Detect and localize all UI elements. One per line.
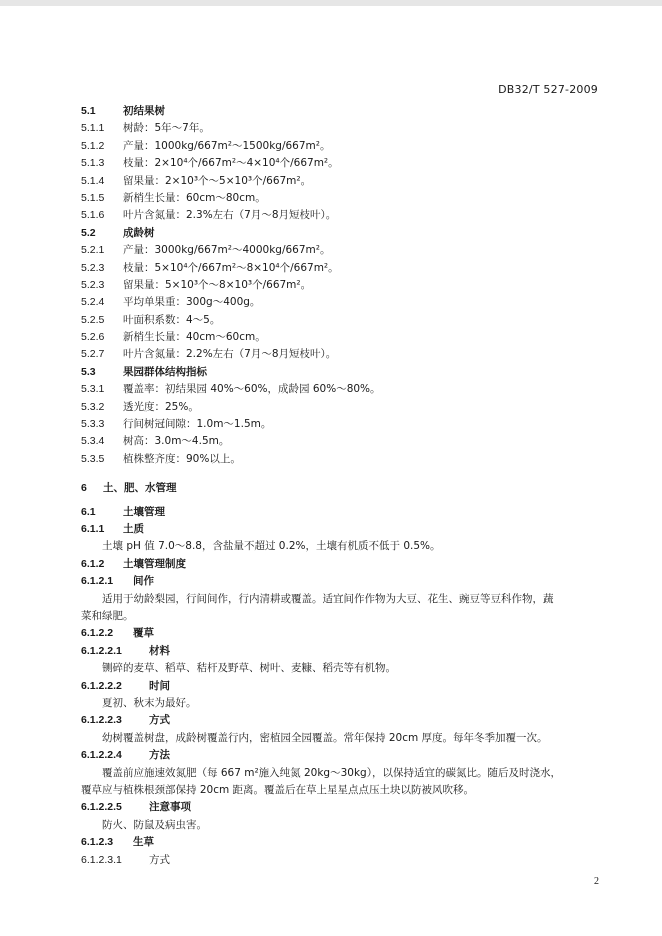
heading-5-3 [81, 364, 601, 381]
item-5-3-4 [81, 433, 601, 450]
heading-number: 6 [81, 482, 87, 495]
heading-text: 土质 [123, 522, 144, 535]
paragraph-6-1-2-2-3: 幼树覆盖树盘，成龄树覆盖行内，密植园全园覆盖。常年保持 20cm 厚度。每年冬季加覆一次。 [102, 731, 548, 744]
heading-number: 6.1.2.3 [81, 836, 114, 849]
heading-text: 生草 [133, 836, 154, 849]
item-5-1-6 [81, 207, 601, 224]
heading-6-1-2-3-1 [81, 852, 601, 869]
heading-text: 方法 [149, 749, 170, 762]
item-number: 5.1.3 [81, 157, 105, 170]
item-5-1-5 [81, 190, 601, 207]
item-number: 5.2.6 [81, 331, 105, 344]
item-text: 平均单果重：300g～400g。 [123, 296, 261, 309]
heading-6-1-2-1 [81, 573, 601, 590]
item-5-1-4 [81, 173, 601, 190]
item-number: 5.2.1 [81, 244, 105, 257]
page-number: 2 [594, 876, 599, 887]
item-number: 5.3.1 [81, 383, 105, 396]
heading-number: 5.3 [81, 365, 96, 378]
item-5-2-6 [81, 329, 601, 346]
document-body [81, 103, 601, 869]
paragraph-6-1-2-2-1: 铡碎的麦草、稻草、秸杆及野草、树叶、麦糠、稻壳等有机物。 [102, 662, 396, 675]
item-number: 5.2.3 [81, 278, 105, 291]
heading-6-1-2-2-4 [81, 747, 601, 764]
heading-5-1 [81, 103, 601, 120]
item-5-3-3 [81, 416, 601, 433]
item-number: 5.3.4 [81, 435, 105, 448]
item-text: 行间树冠间隙：1.0m～1.5m。 [123, 418, 272, 431]
heading-6-1-2-2 [81, 625, 601, 642]
heading-text: 时间 [149, 679, 170, 692]
item-5-2-5 [81, 312, 601, 329]
heading-6-1-2-2-5 [81, 799, 601, 816]
item-text: 枝量：5×10⁴个/667m²～8×10⁴个/667m²。 [123, 261, 339, 274]
item-number: 5.1.6 [81, 209, 105, 222]
heading-number: 6.1.2 [81, 557, 105, 570]
item-text: 枝量：2×10⁴个/667m²～4×10⁴个/667m²。 [123, 157, 339, 170]
heading-text: 材料 [149, 644, 170, 657]
item-text: 产量：3000kg/667m²～4000kg/667m²。 [123, 244, 331, 257]
item-number: 5.2.4 [81, 296, 105, 309]
item-number: 5.1.5 [81, 191, 105, 204]
item-5-2-3 [81, 277, 601, 294]
heading-text: 方式 [149, 853, 170, 866]
item-5-3-2 [81, 399, 601, 416]
heading-6-1-2-3 [81, 834, 601, 851]
heading-number: 6.1.2.3.1 [81, 853, 122, 866]
heading-text: 初结果树 [123, 105, 165, 117]
item-number: 5.1.2 [81, 139, 105, 152]
item-5-2-2 [81, 260, 601, 277]
item-5-1-1 [81, 120, 601, 137]
item-text: 树高：3.0m～4.5m。 [123, 435, 230, 448]
heading-6-1-2-2-2 [81, 678, 601, 695]
heading-text: 土、肥、水管理 [103, 482, 177, 495]
scan-top-edge [0, 0, 662, 6]
paragraph-6-1-2-1-line1: 适用于幼龄梨园，行间间作，行内清耕或覆盖。适宜间作作物为大豆、花生、豌豆等豆科作物，蔬 [102, 592, 554, 605]
item-text: 叶片含氮量：2.3%左右（7月～8月短枝叶）。 [123, 209, 337, 222]
heading-number: 6.1.2.2.4 [81, 749, 122, 762]
paragraph-6-1-2-2-4-line2: 覆草应与植株根颈部保持 20cm 距离。覆盖后在草上星星点点压土块以防被风吹移。 [81, 783, 475, 796]
item-text: 留果量：2×10³个～5×10³个/667m²。 [123, 174, 312, 187]
heading-text: 注意事项 [149, 801, 191, 814]
heading-text: 间作 [133, 575, 154, 588]
item-number: 5.3.2 [81, 400, 105, 413]
item-text: 树龄：5年～7年。 [123, 122, 210, 135]
heading-number: 5.1 [81, 105, 96, 117]
heading-text: 成龄树 [123, 226, 155, 239]
item-text: 叶片含氮量：2.2%左右（7月～8月短枝叶）。 [123, 348, 337, 361]
item-number: 5.2.7 [81, 348, 105, 361]
item-number: 5.3.3 [81, 418, 105, 431]
heading-6-1-1 [81, 521, 601, 538]
heading-number: 5.2 [81, 226, 96, 239]
paragraph-6-1-2-2-2: 夏初、秋末为最好。 [102, 696, 197, 709]
heading-6-1-2 [81, 556, 601, 573]
item-text: 覆盖率：初结果园 40%～60%，成龄园 60%～80%。 [123, 383, 381, 396]
heading-number: 6.1.2.2.3 [81, 714, 122, 727]
heading-6-1-2-2-1 [81, 643, 601, 660]
item-text: 新梢生长量：40cm～60cm。 [123, 331, 266, 344]
item-5-1-3 [81, 155, 601, 172]
heading-number: 6.1 [81, 505, 96, 518]
item-number: 5.2.5 [81, 313, 105, 326]
heading-number: 6.1.2.2.2 [81, 679, 122, 692]
heading-6 [81, 480, 601, 497]
item-number: 5.3.5 [81, 452, 105, 465]
paragraph-6-1-2-2-4-line1: 覆盖前应施速效氮肥（每 667 m²施入纯氮 20kg～30kg），以保持适宜的碳氮比。随后及时浇水， [102, 766, 561, 779]
item-number: 5.1.1 [81, 122, 105, 135]
heading-5-2 [81, 225, 601, 242]
document-code: DB32/T 527-2009 [498, 83, 598, 96]
item-5-2-4 [81, 294, 601, 311]
heading-number: 6.1.2.2.1 [81, 644, 122, 657]
item-5-1-2 [81, 138, 601, 155]
heading-text: 土壤管理 [123, 505, 165, 518]
item-text: 新梢生长量：60cm～80cm。 [123, 191, 266, 204]
heading-text: 土壤管理制度 [123, 557, 186, 570]
heading-text: 果园群体结构指标 [123, 365, 207, 378]
item-text: 植株整齐度：90%以上。 [123, 452, 241, 465]
item-text: 叶面积系数：4～5。 [123, 313, 221, 326]
heading-number: 6.1.2.2 [81, 627, 114, 640]
item-number: 5.1.4 [81, 174, 105, 187]
paragraph-6-1-2-1-line2: 菜和绿肥。 [81, 609, 134, 622]
item-5-3-1 [81, 381, 601, 398]
heading-number: 6.1.1 [81, 522, 105, 535]
section-spacer [81, 468, 601, 480]
heading-6-1 [81, 504, 601, 521]
item-5-3-5 [81, 451, 601, 468]
heading-number: 6.1.2.2.5 [81, 801, 122, 814]
heading-6-1-2-2-3 [81, 712, 601, 729]
item-text: 透光度：25%。 [123, 400, 199, 413]
item-5-2-7 [81, 346, 601, 363]
paragraph-6-1-1: 土壤 pH 值 7.0～8.8，含盐量不超过 0.2%，土壤有机质不低于 0.5%。 [102, 540, 441, 553]
item-text: 产量：1000kg/667m²～1500kg/667m²。 [123, 139, 331, 152]
item-number: 5.2.3 [81, 261, 105, 274]
heading-number: 6.1.2.1 [81, 575, 114, 588]
item-5-2-1 [81, 242, 601, 259]
heading-text: 覆草 [133, 627, 154, 640]
heading-text: 方式 [149, 714, 170, 727]
item-text: 留果量：5×10³个～8×10³个/667m²。 [123, 278, 312, 291]
paragraph-6-1-2-2-5: 防火、防鼠及病虫害。 [102, 818, 207, 831]
